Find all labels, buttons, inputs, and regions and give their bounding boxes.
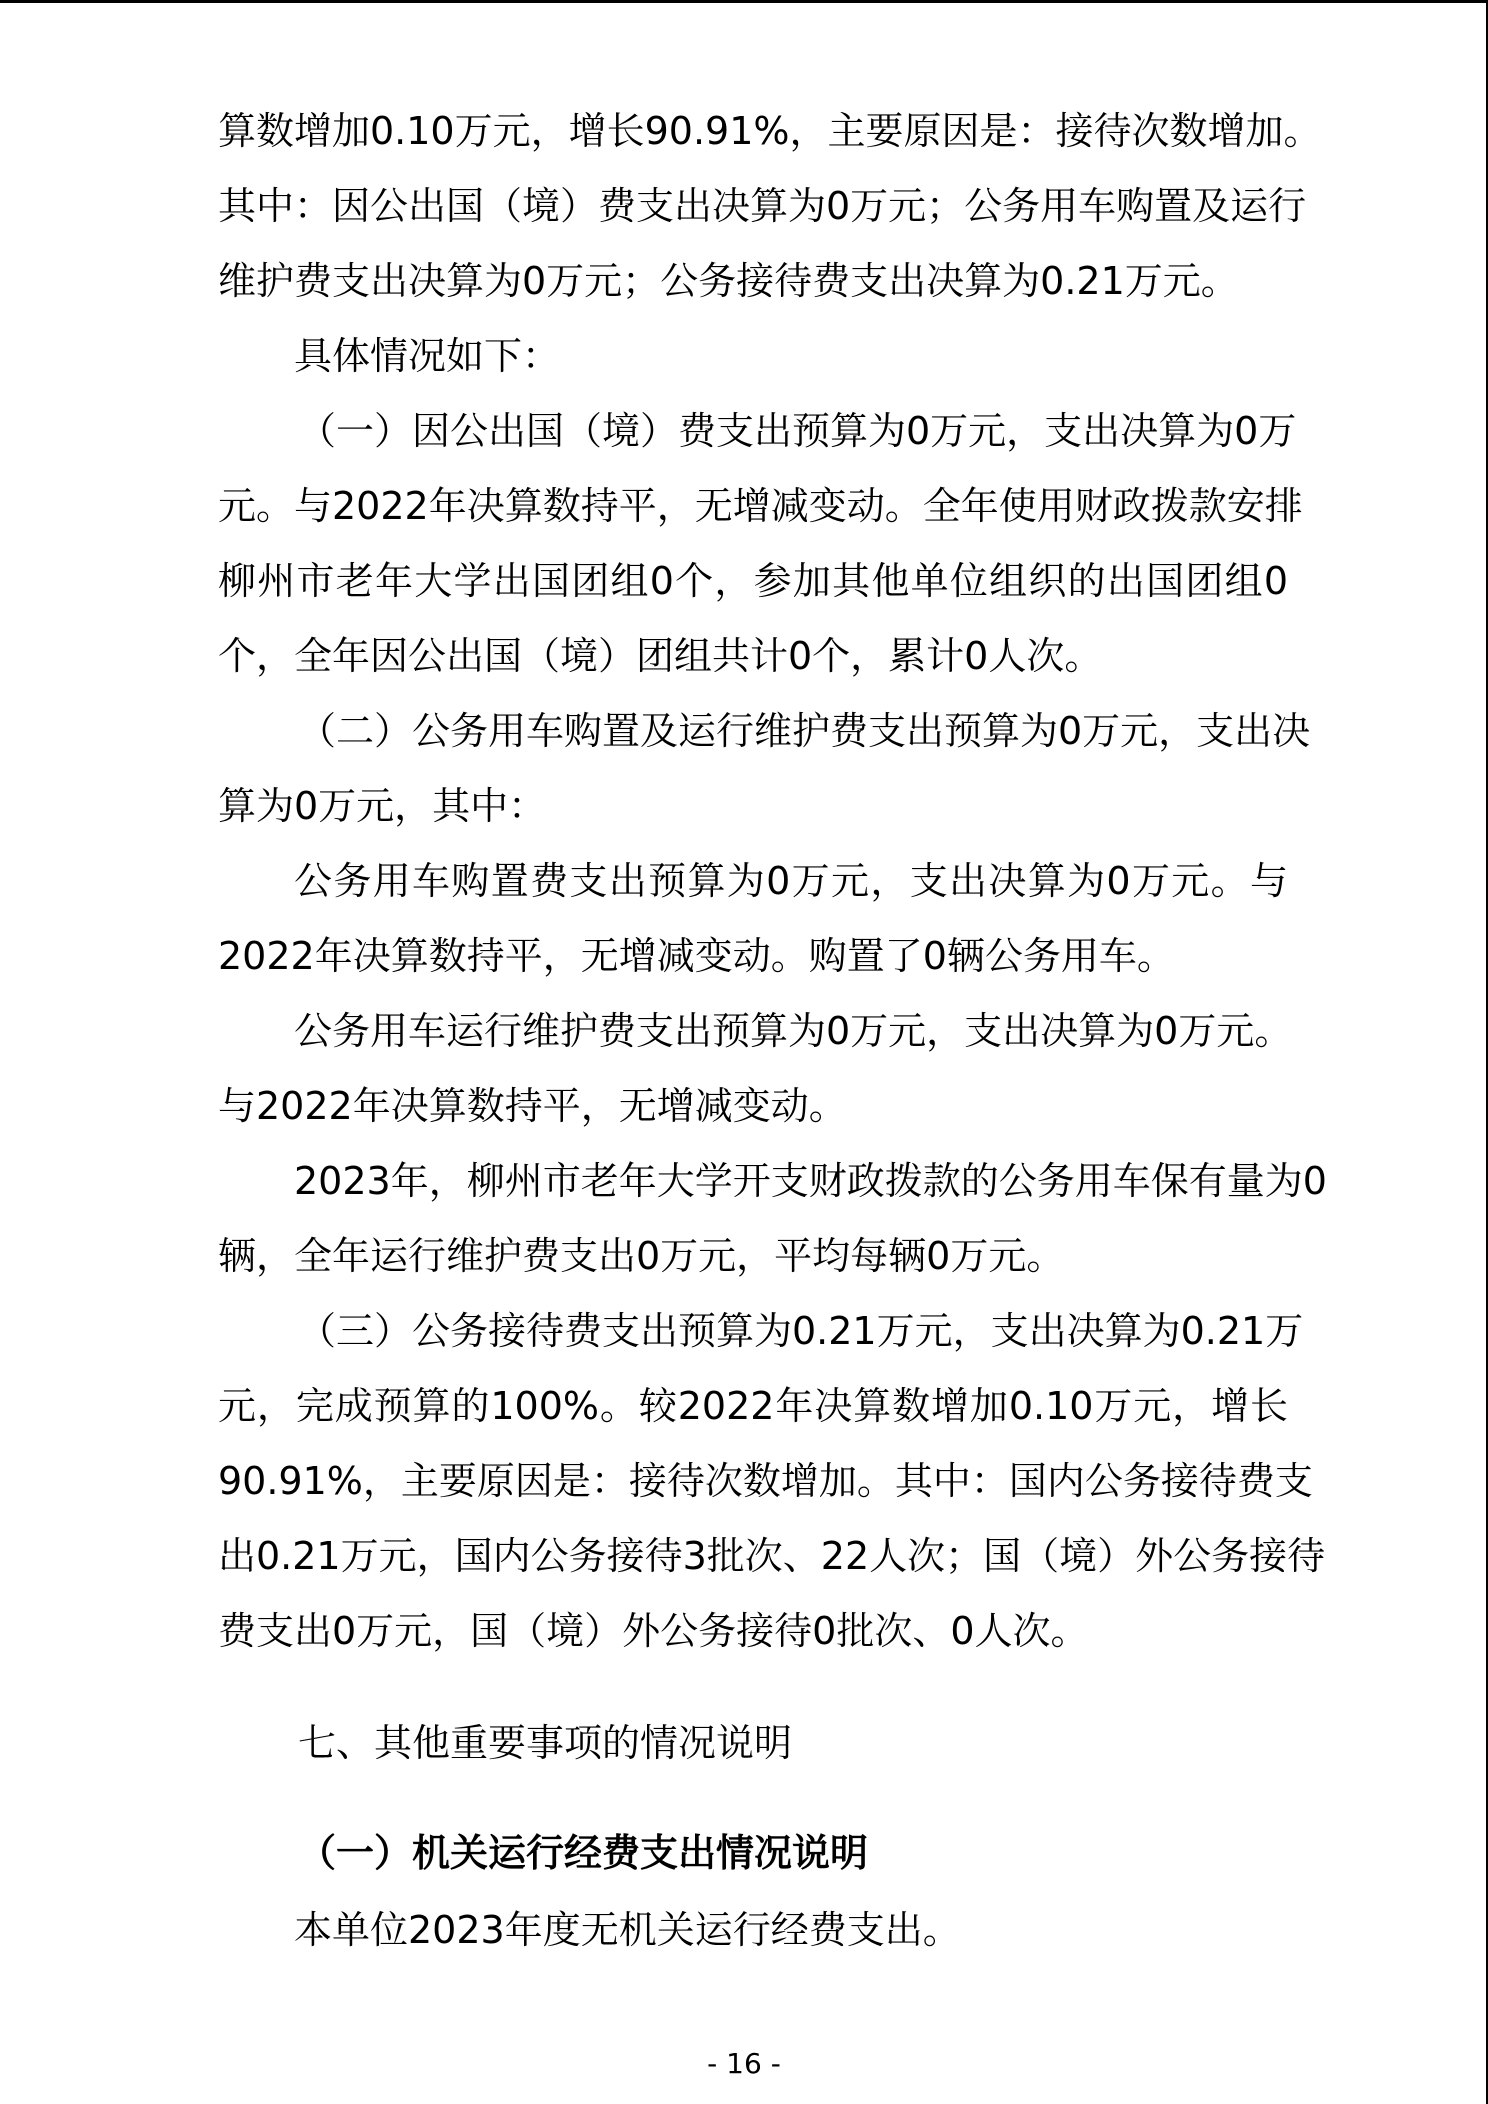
text-line: 出0.21万元，国内公务接待3批次、22人次；国（境）外公务接待 [218, 1534, 1326, 1578]
text-line: 90.91%，主要原因是：接待次数增加。其中：国内公务接待费支 [218, 1459, 1313, 1503]
section-heading: 七、其他重要事项的情况说明 [298, 1721, 793, 1765]
text-line: 公务用车运行维护费支出预算为0万元，支出决算为0万元。 [294, 1009, 1293, 1053]
paragraph-intro [218, 319, 1288, 394]
text-line: 费支出0万元，国（境）外公务接待0批次、0人次。 [218, 1609, 1089, 1653]
text-line: 柳州市老年大学出国团组0个，参加其他单位组织的出国团组0 [218, 559, 1288, 603]
final-paragraph: 本单位2023年度无机关运行经费支出。 [294, 1908, 961, 1952]
text-line: 元。与2022年决算数持平，无增减变动。全年使用财政拨款安排 [218, 484, 1303, 528]
text-line: 与2022年决算数持平，无增减变动。 [218, 1084, 847, 1128]
text-line: （三）公务接待费支出预算为0.21万元，支出决算为0.21万 [298, 1309, 1304, 1353]
page-border-top [0, 0, 1488, 3]
paragraph-reception [218, 1294, 1326, 1669]
text-line: 个，全年因公出国（境）团组共计0个，累计0人次。 [218, 634, 1103, 678]
text-line: 算为0万元，其中： [218, 784, 547, 828]
text-line: 辆，全年运行维护费支出0万元，平均每辆0万元。 [218, 1234, 1065, 1278]
text-line: 其中：因公出国（境）费支出决算为0万元；公务用车购置及运行 [218, 184, 1307, 228]
document-body [218, 94, 1327, 1968]
text-line: 维护费支出决算为0万元；公务接待费支出决算为0.21万元。 [218, 259, 1239, 303]
text-line: （二）公务用车购置及运行维护费支出预算为0万元，支出决 [298, 709, 1311, 753]
text-line: 2023年，柳州市老年大学开支财政拨款的公务用车保有量为0 [294, 1159, 1327, 1203]
text-line: 具体情况如下： [294, 334, 561, 378]
text-line: 公务用车购置费支出预算为0万元，支出决算为0万元。与 [294, 859, 1288, 903]
paragraph-vehicle [218, 694, 1311, 844]
paragraph-vehicle-holdings [218, 1144, 1327, 1294]
paragraph-vehicle-purchase [218, 844, 1288, 994]
paragraph-overseas-travel [218, 394, 1303, 694]
text-line: （一）因公出国（境）费支出预算为0万元，支出决算为0万 [298, 409, 1297, 453]
text-line: 2022年决算数持平，无增减变动。购置了0辆公务用车。 [218, 934, 1175, 978]
section-spacer [218, 1783, 1288, 1813]
section-spacer [218, 1669, 1288, 1703]
text-line: 元，完成预算的100%。较2022年决算数增加0.10万元，增长 [218, 1384, 1288, 1428]
text-line: 算数增加0.10万元，增长90.91%，主要原因是：接待次数增加。 [218, 109, 1322, 153]
paragraph-continuation [218, 94, 1322, 319]
sub-heading: （一）机关运行经费支出情况说明 [298, 1831, 869, 1875]
paragraph-vehicle-maintenance [218, 994, 1293, 1144]
page-number: - 16 - [707, 2047, 781, 2080]
